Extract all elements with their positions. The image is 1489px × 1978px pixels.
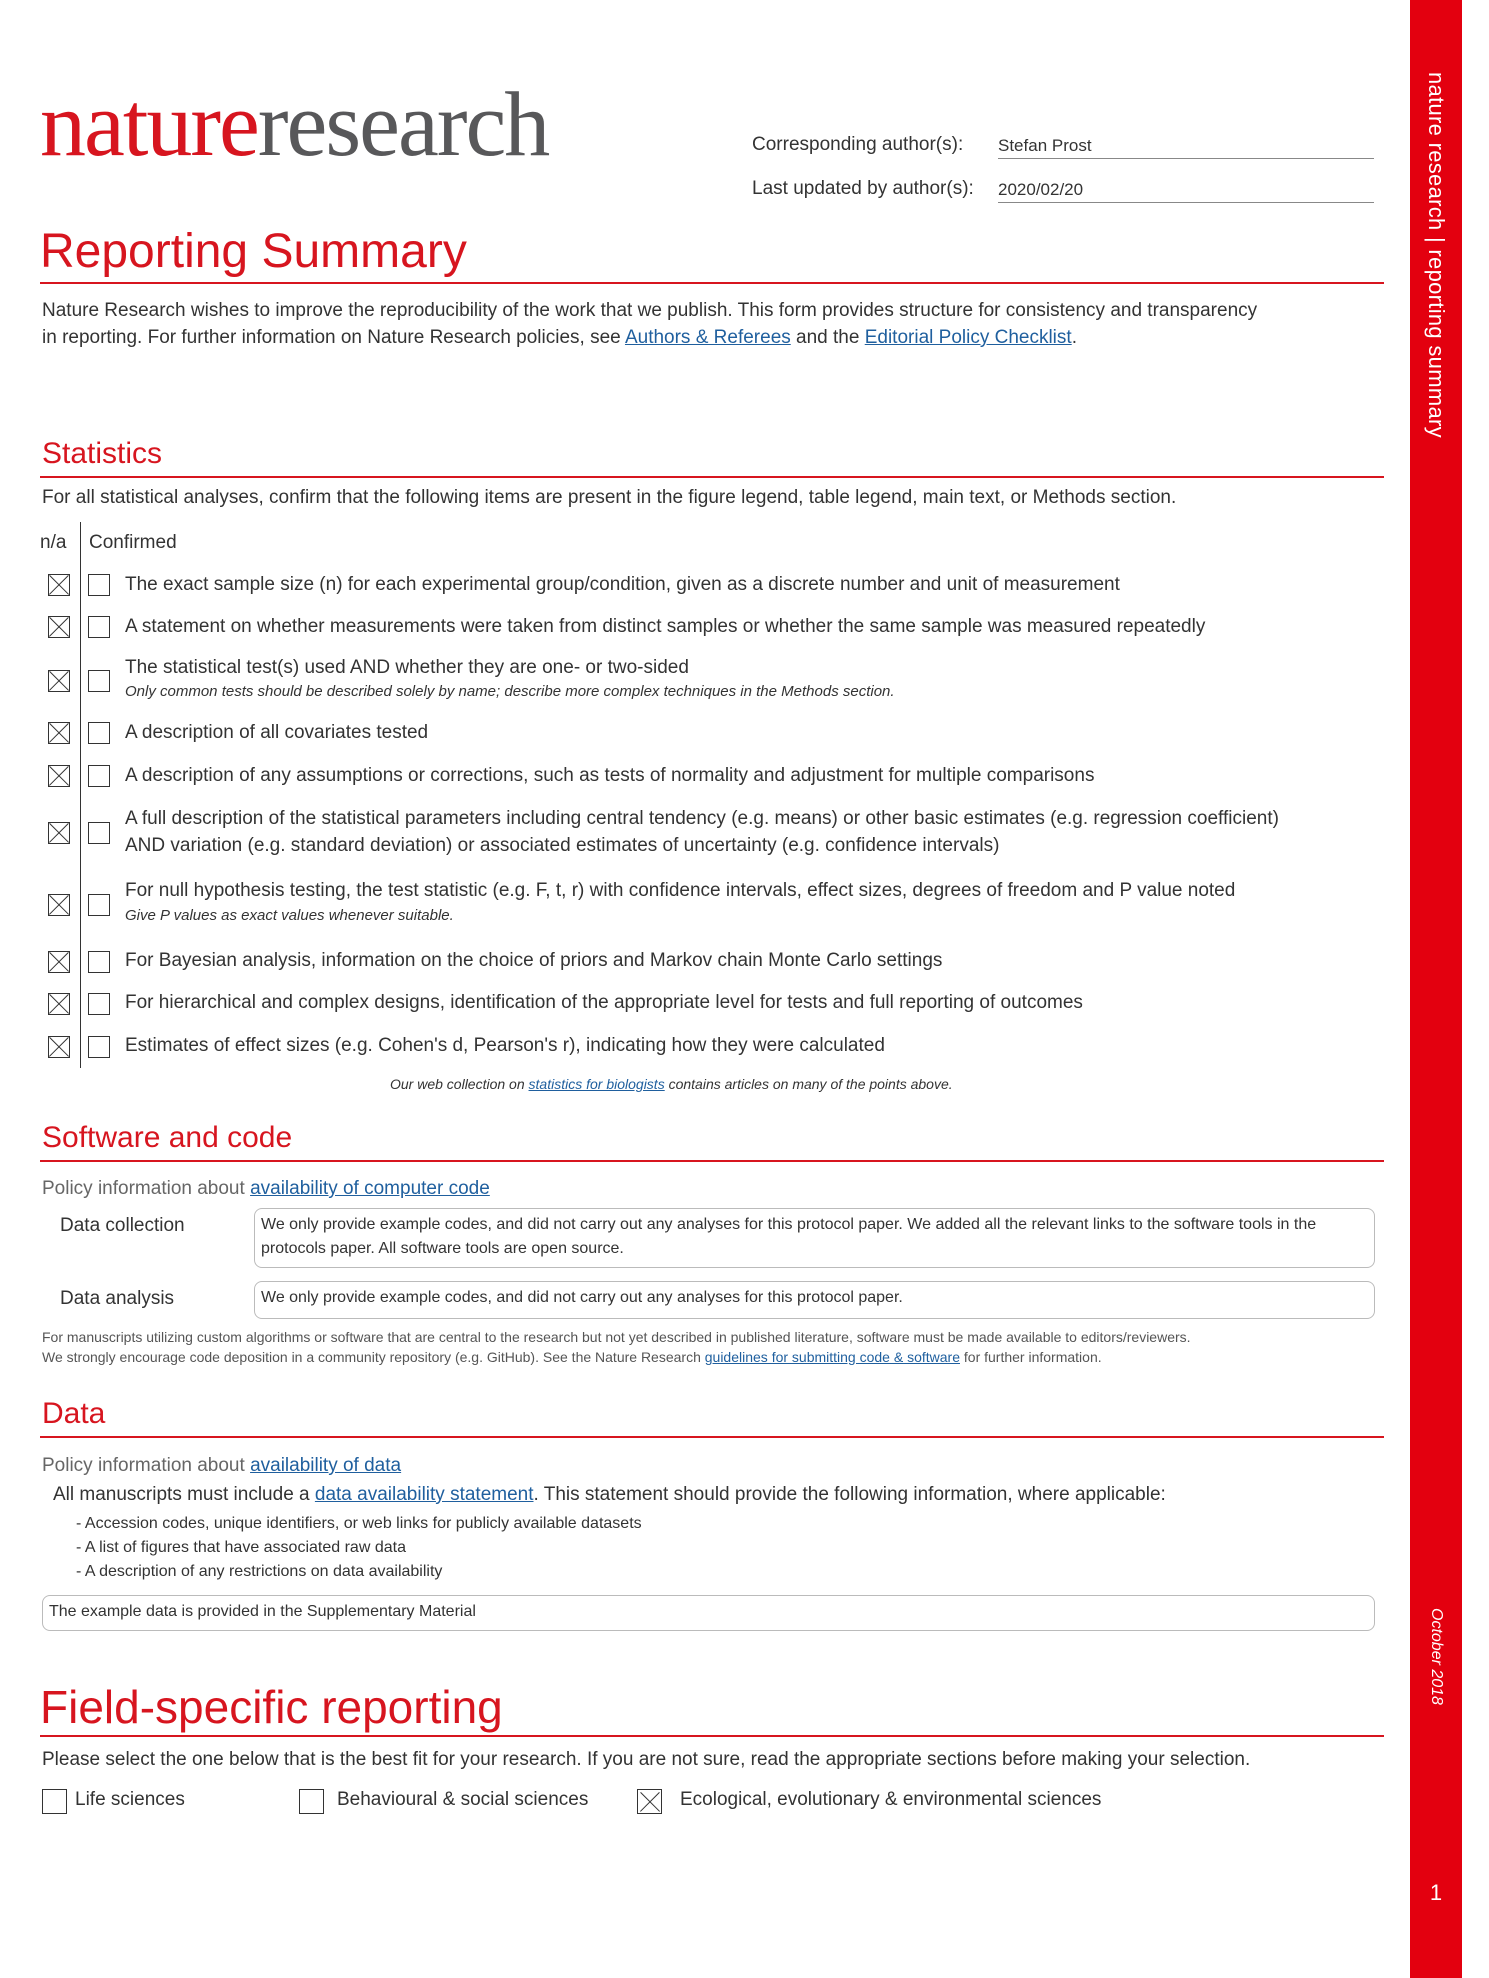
code-guidelines-link[interactable]: guidelines for submitting code & software [704, 1349, 960, 1365]
last-updated-field[interactable]: 2020/02/20 [998, 180, 1374, 203]
stat-item-note: Only common tests should be described solely by name; describe more complex techniques in the Methods section. [125, 683, 895, 700]
stat-item-text: A description of any assumptions or corrections, such as tests of normality and adjustment for multiple comparisons [125, 765, 1095, 786]
data-heading: Data [42, 1397, 106, 1430]
data-policy [42, 1452, 401, 1479]
data-requirement-list [76, 1512, 642, 1584]
data-collection-label: Data collection [60, 1215, 185, 1236]
stat-na-checkbox[interactable] [48, 822, 70, 844]
field-specific-intro: Please select the one below that is the best fit for your research. If you are not sure, read the appropriate sections before making your selection. [42, 1749, 1251, 1770]
stat-item-text: The exact sample size (n) for each experimental group/condition, given as a discrete number and unit of measurement [125, 574, 1120, 595]
list-item: - A list of figures that have associated raw data [76, 1539, 406, 1556]
data-analysis-field[interactable]: We only provide example codes, and did not carry out any analyses for this protocol paper. [254, 1281, 1375, 1319]
stat-item-text: A statement on whether measurements were taken from distinct samples or whether the same sample was measured repeatedly [125, 616, 1206, 637]
page-title: Reporting Summary [40, 225, 467, 278]
software-note-line-1: For manuscripts utilizing custom algorithms or software that are central to the research but not yet described in published literature, software must be made available to editors/reviewers. [42, 1329, 1191, 1345]
data-requirement [53, 1481, 1166, 1508]
policy-text: Policy information about [42, 1455, 251, 1476]
last-updated-label: Last updated by author(s): [752, 178, 974, 199]
life-sciences-checkbox[interactable] [42, 1789, 67, 1814]
stat-item-text: For Bayesian analysis, information on the choice of priors and Markov chain Monte Carlo settings [125, 950, 943, 971]
life-sciences-label: Life sciences [75, 1789, 185, 1810]
stat-na-checkbox[interactable] [48, 765, 70, 787]
behavioural-sciences-label: Behavioural & social sciences [337, 1789, 589, 1810]
software-policy [42, 1175, 490, 1202]
side-band-date: October 2018 [1428, 1608, 1445, 1705]
statistics-footnote [390, 1076, 953, 1092]
behavioural-sciences-checkbox[interactable] [299, 1789, 324, 1814]
stat-na-checkbox[interactable] [48, 670, 70, 692]
list-item: - Accession codes, unique identifiers, or web links for publicly available datasets [76, 1515, 642, 1532]
stat-na-checkbox[interactable] [48, 722, 70, 744]
side-band-title: nature research | reporting summary [1424, 72, 1449, 438]
stat-confirmed-checkbox[interactable] [88, 670, 110, 692]
stat-confirmed-checkbox[interactable] [88, 574, 110, 596]
requirement-text: All manuscripts must include a [53, 1484, 315, 1505]
intro-line-2 [42, 324, 1382, 351]
field-specific-heading: Field-specific reporting [40, 1681, 503, 1733]
stat-na-checkbox[interactable] [48, 894, 70, 916]
stat-confirmed-checkbox[interactable] [88, 894, 110, 916]
stat-item-text: Estimates of effect sizes (e.g. Cohen's d, Pearson's r), indicating how they were calculated [125, 1035, 885, 1056]
stat-confirmed-checkbox[interactable] [88, 1036, 110, 1058]
column-confirmed-header: Confirmed [89, 532, 177, 553]
intro-line-1: Nature Research wishes to improve the reproducibility of the work that we publish. This form provides structure for consistency and transparency [42, 300, 1258, 321]
data-rule [40, 1436, 1384, 1438]
stat-item-text: The statistical test(s) used AND whether they are one- or two-sided [125, 657, 689, 678]
stat-item-text: For null hypothesis testing, the test statistic (e.g. F, t, r) with confidence intervals, effect sizes, degrees of freedom and P value noted [125, 880, 1236, 901]
stat-confirmed-checkbox[interactable] [88, 951, 110, 973]
software-note-line-2 [42, 1347, 1191, 1367]
stat-na-checkbox[interactable] [48, 574, 70, 596]
intro-paragraph [42, 297, 1382, 351]
software-note-text: We strongly encourage code deposition in a community repository (e.g. GitHub). See the Nature Research [42, 1349, 705, 1365]
editorial-policy-link[interactable]: Editorial Policy Checklist [864, 327, 1072, 348]
ecological-sciences-checkbox[interactable] [637, 1789, 662, 1814]
stat-na-checkbox[interactable] [48, 993, 70, 1015]
logo-research: research [257, 73, 549, 175]
stat-confirmed-checkbox[interactable] [88, 616, 110, 638]
list-item: - A description of any restrictions on data availability [76, 1563, 443, 1580]
title-rule [40, 282, 1384, 284]
authors-referees-link[interactable]: Authors & Referees [624, 327, 791, 348]
statistics-intro: For all statistical analyses, confirm that the following items are present in the figure legend, table legend, main text, or Methods section. [42, 487, 1177, 508]
intro-text: and the [790, 327, 865, 348]
statistics-rule [40, 476, 1384, 478]
intro-text: in reporting. For further information on Nature Research policies, see [42, 327, 625, 348]
software-note [42, 1327, 1191, 1367]
stat-item-text: A description of all covariates tested [125, 722, 429, 743]
page-number: 1 [1429, 1880, 1443, 1905]
stat-na-checkbox[interactable] [48, 616, 70, 638]
logo-nature: nature [40, 73, 258, 175]
data-availability-statement-link[interactable]: data availability statement [314, 1484, 534, 1505]
field-specific-rule [40, 1735, 1384, 1737]
corresponding-author-field[interactable]: Stefan Prost [998, 136, 1374, 159]
stat-na-checkbox[interactable] [48, 951, 70, 973]
footnote-text: contains articles on many of the points above. [664, 1076, 953, 1092]
statistics-heading: Statistics [42, 437, 163, 470]
software-heading: Software and code [42, 1121, 293, 1154]
stat-confirmed-checkbox[interactable] [88, 765, 110, 787]
policy-text: Policy information about [42, 1178, 251, 1199]
stat-item-text: For hierarchical and complex designs, identification of the appropriate level for tests and full reporting of outcomes [125, 992, 1083, 1013]
data-analysis-label: Data analysis [60, 1288, 175, 1309]
computer-code-link[interactable]: availability of computer code [250, 1178, 490, 1199]
data-availability-field[interactable]: The example data is provided in the Supplementary Material [42, 1595, 1375, 1631]
software-rule [40, 1160, 1384, 1162]
stat-confirmed-checkbox[interactable] [88, 822, 110, 844]
stat-item-text-cont: AND variation (e.g. standard deviation) or associated estimates of uncertainty (e.g. confidence intervals) [125, 835, 1000, 856]
stat-item-note: Give P values as exact values whenever suitable. [125, 907, 454, 924]
intro-text: . [1071, 327, 1077, 348]
data-collection-field[interactable]: We only provide example codes, and did not carry out any analyses for this protocol paper. We added all the relevant links to the software tools in the protocols paper. All software tools are open source. [254, 1208, 1375, 1268]
footnote-text: Our web collection on [390, 1076, 529, 1092]
requirement-text: . This statement should provide the following information, where applicable: [533, 1484, 1166, 1505]
availability-of-data-link[interactable]: availability of data [250, 1455, 402, 1476]
stat-confirmed-checkbox[interactable] [88, 722, 110, 744]
stat-item-text: A full description of the statistical parameters including central tendency (e.g. means) or other basic estimates (e.g. regression coefficient) [125, 808, 1279, 829]
software-note-text: for further information. [960, 1349, 1102, 1365]
ecological-sciences-label: Ecological, evolutionary & environmental sciences [680, 1789, 1102, 1810]
statistics-for-biologists-link[interactable]: statistics for biologists [528, 1076, 665, 1092]
column-na-header: n/a [40, 532, 67, 553]
corresponding-author-label: Corresponding author(s): [752, 134, 964, 155]
stat-confirmed-checkbox[interactable] [88, 993, 110, 1015]
column-divider [80, 522, 81, 1068]
nature-research-logo [40, 73, 549, 175]
stat-na-checkbox[interactable] [48, 1036, 70, 1058]
